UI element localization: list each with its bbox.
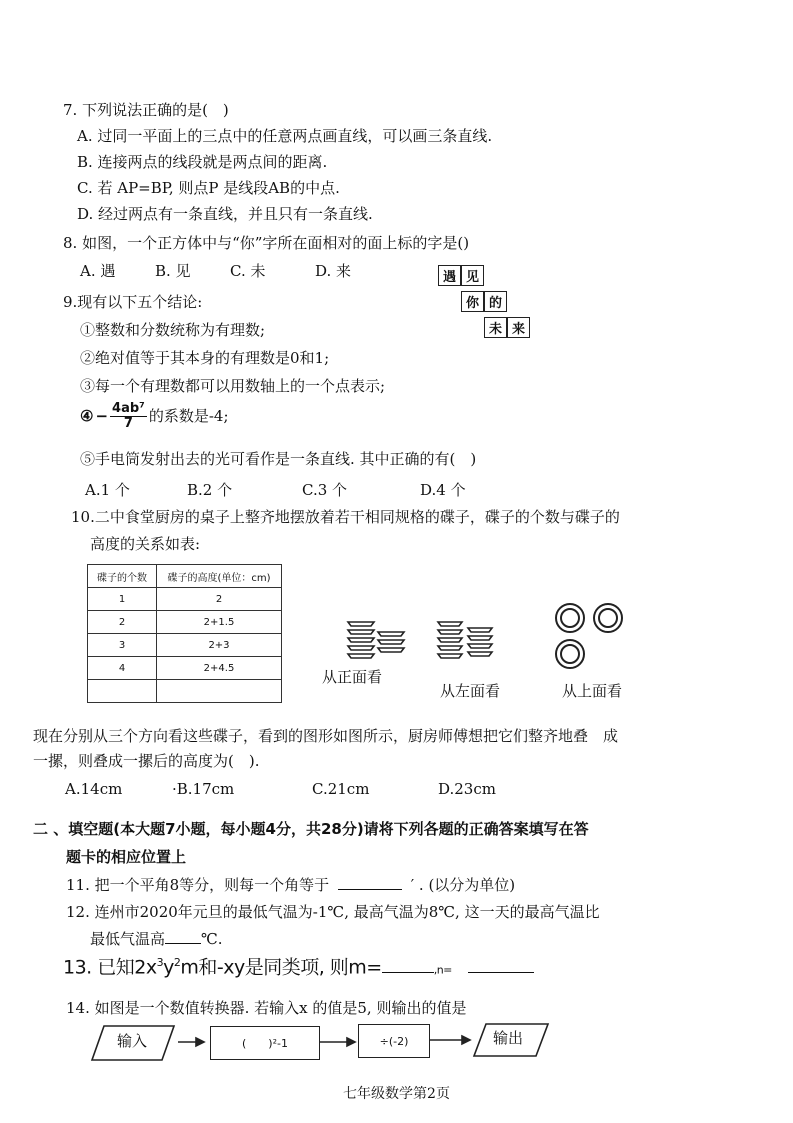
q10-body-line1: 现在分别从三个方向看这些碟子，看到的图形如图所示，厨房师傅想把它们整齐地叠 成 bbox=[33, 727, 619, 745]
q12-line2 bbox=[90, 930, 223, 948]
table-header: 碟子的个数 bbox=[88, 565, 157, 588]
operation-square-text: ( )²-1 bbox=[242, 1037, 288, 1050]
front-stack-right bbox=[378, 632, 404, 652]
table-cell: 3 bbox=[88, 634, 157, 657]
q10-table bbox=[87, 564, 282, 703]
q13-n-label: ,n= bbox=[433, 963, 452, 977]
q13-text: 13. 已知2x bbox=[63, 956, 157, 979]
q7-option-c: C. 若 AP=BP, 则点P 是线段AB的中点. bbox=[77, 179, 340, 197]
q14-stem: 14. 如图是一个数值转换器. 若输入x 的值是5, 则输出的值是 bbox=[66, 999, 467, 1017]
q13-n-blank[interactable] bbox=[468, 972, 534, 973]
table-cell bbox=[157, 680, 282, 703]
q13 bbox=[63, 956, 534, 979]
q9-s4-numerator: 4ab⁷ bbox=[112, 401, 145, 416]
section-2-title: 二 、填空题(本大题7小题，每小题4分，共28分)请将下列各题的正确答案填写在答 bbox=[33, 820, 589, 838]
q13-m-blank[interactable] bbox=[382, 972, 434, 973]
q9-s4-prefix: ④ bbox=[80, 407, 94, 426]
q7-option-d: D. 经过两点有一条直线，并且只有一条直线. bbox=[77, 205, 373, 223]
table-cell: 2 bbox=[157, 588, 282, 611]
table-cell: 2+3 bbox=[157, 634, 282, 657]
q13-exponent-x: 3 bbox=[156, 956, 164, 969]
q13-exponent-y: 2 bbox=[173, 956, 181, 969]
section-2-subtitle: 题卡的相应位置上 bbox=[66, 848, 187, 866]
q9-s4-fraction bbox=[110, 402, 147, 430]
q10-option-a: A.14cm bbox=[65, 780, 123, 798]
q10-option-c: C.21cm bbox=[312, 780, 370, 798]
table-row bbox=[88, 588, 282, 611]
q11-answer-blank[interactable] bbox=[338, 889, 402, 890]
q9-statement-3: ③每一个有理数都可以用数轴上的一个点表示; bbox=[80, 377, 386, 395]
q8-stem: 8. 如图，一个正方体中与“你”字所在面相对的面上标的字是() bbox=[63, 234, 470, 252]
cube-face-de: 的 bbox=[484, 291, 507, 312]
q10-body-line2: 一摞，则叠成一摞后的高度为( ). bbox=[33, 752, 260, 770]
q9-option-b: B.2 个 bbox=[187, 481, 233, 499]
q9-option-d: D.4 个 bbox=[420, 481, 466, 499]
cube-face-lai: 来 bbox=[507, 317, 530, 338]
front-view-label: 从正面看 bbox=[322, 668, 383, 686]
top-view-label: 从上面看 bbox=[562, 682, 623, 700]
table-header-row bbox=[88, 565, 282, 588]
q12-text: 最低气温高 bbox=[90, 930, 166, 948]
table-row bbox=[88, 634, 282, 657]
table-row bbox=[88, 680, 282, 703]
operation-box-square-minus-one bbox=[210, 1026, 320, 1060]
front-stack-left bbox=[348, 622, 374, 658]
q7-option-a: A. 过同一平面上的三点中的任意两点画直线，可以画三条直线. bbox=[77, 127, 493, 145]
plate-views-figure bbox=[340, 600, 640, 672]
table-row bbox=[88, 611, 282, 634]
q9-s4-suffix: 的系数是-4; bbox=[148, 407, 229, 426]
table-cell: 2+4.5 bbox=[157, 657, 282, 680]
q9-option-a: A.1 个 bbox=[85, 481, 130, 499]
left-view-plates bbox=[438, 622, 492, 658]
top-view-plates bbox=[556, 604, 622, 668]
operation-box-divide bbox=[358, 1024, 430, 1058]
q12-answer-blank[interactable] bbox=[165, 943, 201, 944]
q9-statement-4: ④ − $\frac{\text{4ab⁷}}{7}$ 的系数是-4; bbox=[80, 401, 229, 431]
q9-statement-5: ⑤手电筒发射出去的光可看作是一条直线. 其中正确的有( ) bbox=[80, 450, 477, 468]
q8-option-c: C. 未 bbox=[230, 262, 266, 280]
q12-line1: 12. 连州市2020年元旦的最低气温为-1℃, 最高气温为8℃, 这一天的最高气温比 bbox=[66, 903, 600, 921]
q9-s4-denominator: 7 bbox=[123, 415, 133, 431]
q10-stem-line1: 10.二中食堂厨房的桌子上整齐地摆放着若干相同规格的碟子，碟子的个数与碟子的 bbox=[71, 508, 620, 526]
q8-option-a: A. 遇 bbox=[80, 262, 116, 280]
q12-unit: ℃. bbox=[201, 930, 223, 948]
q10-option-d: D.23cm bbox=[438, 780, 496, 798]
table-row bbox=[88, 657, 282, 680]
cube-face-jian: 见 bbox=[461, 265, 484, 286]
q14-converter-diagram bbox=[90, 1020, 550, 1065]
page-footer: 七年级数学第2页 bbox=[343, 1086, 450, 1102]
cube-face-ni: 你 bbox=[461, 291, 484, 312]
operation-divide-text: ÷(-2) bbox=[379, 1034, 409, 1048]
table-cell bbox=[88, 680, 157, 703]
q9-stem: 9.现有以下五个结论: bbox=[63, 293, 203, 311]
q9-statement-1: ①整数和分数统称为有理数; bbox=[80, 321, 266, 339]
q13-text-y: y bbox=[163, 956, 174, 979]
q7-option-b: B. 连接两点的线段就是两点间的距离. bbox=[77, 153, 328, 171]
table-cell: 1 bbox=[88, 588, 157, 611]
table-header: 碟子的高度(单位：cm) bbox=[157, 565, 282, 588]
table-cell: 4 bbox=[88, 657, 157, 680]
front-view-plates bbox=[348, 622, 404, 658]
q9-option-c: C.3 个 bbox=[302, 481, 348, 499]
q8-option-b: B. 见 bbox=[155, 262, 191, 280]
left-view-label: 从左面看 bbox=[440, 682, 501, 700]
q11-text: 11. 把一个平角8等分，则每一个角等于 bbox=[66, 876, 330, 894]
q9-statement-2: ②绝对值等于其本身的有理数是0和1; bbox=[80, 349, 330, 367]
q11 bbox=[66, 876, 515, 894]
q7-stem: 7. 下列说法正确的是( ) bbox=[63, 101, 229, 119]
cube-face-wei: 未 bbox=[484, 317, 507, 338]
table-cell: 2 bbox=[88, 611, 157, 634]
cube-face-yu: 遇 bbox=[438, 265, 461, 286]
table-cell: 2+1.5 bbox=[157, 611, 282, 634]
q8-option-d: D. 来 bbox=[315, 262, 352, 280]
input-label: 输入 bbox=[117, 1032, 148, 1050]
q13-text-rest: m和-xy是同类项, 则m= bbox=[180, 956, 382, 979]
q10-stem-line2: 高度的关系如表: bbox=[90, 535, 201, 553]
output-label: 输出 bbox=[493, 1029, 524, 1047]
q11-text-after: ′ . (以分为单位) bbox=[410, 876, 516, 894]
q10-option-b: ·B.17cm bbox=[172, 780, 235, 798]
